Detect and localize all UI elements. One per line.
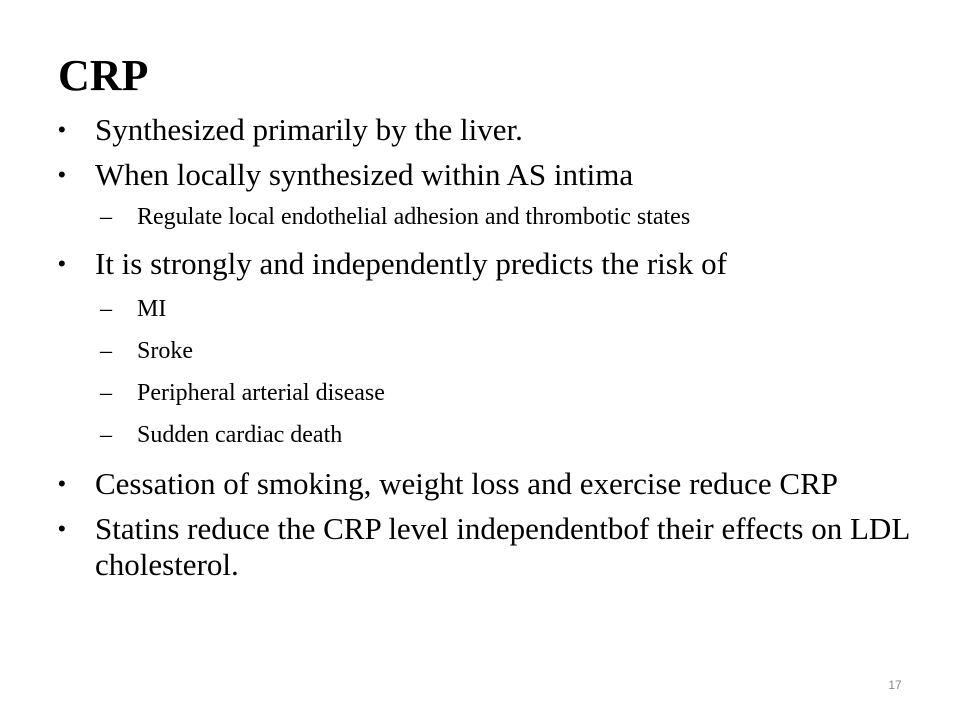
bullet-icon: • bbox=[58, 162, 66, 187]
bullet-text: It is strongly and independently predicts the risk of bbox=[95, 246, 727, 281]
sub-bullet-text: Sudden cardiac death bbox=[137, 422, 343, 448]
sub-bullet-item bbox=[58, 294, 918, 324]
bullet-item bbox=[58, 466, 918, 502]
sub-bullet-item bbox=[58, 202, 918, 232]
sub-bullet-item bbox=[58, 420, 918, 450]
slide-title: CRP bbox=[58, 51, 149, 100]
bullet-icon: • bbox=[58, 516, 66, 541]
dash-icon: – bbox=[100, 338, 112, 364]
dash-icon: – bbox=[100, 296, 112, 322]
sub-bullet-item bbox=[58, 378, 918, 408]
bullet-icon: • bbox=[58, 117, 66, 142]
bullet-text: When locally synthesized within AS intima bbox=[95, 157, 634, 192]
sub-bullet-text: MI bbox=[137, 296, 167, 322]
dash-icon: – bbox=[100, 204, 112, 230]
bullet-text: Synthesized primarily by the liver. bbox=[95, 112, 523, 147]
dash-icon: – bbox=[100, 380, 112, 406]
sub-bullet-text: Regulate local endothelial adhesion and thrombotic states bbox=[137, 204, 691, 230]
bullet-text: Cessation of smoking, weight loss and exercise reduce CRP bbox=[95, 466, 839, 501]
page-number: 17 bbox=[888, 678, 902, 692]
dash-icon: – bbox=[100, 422, 112, 448]
slide-body bbox=[58, 112, 918, 583]
bullet-text: Statins reduce the CRP level independentbof their effects on LDL cholesterol. bbox=[95, 511, 910, 582]
bullet-icon: • bbox=[58, 471, 66, 496]
bullet-item bbox=[58, 157, 918, 193]
bullet-icon: • bbox=[58, 251, 66, 276]
bullet-item bbox=[58, 246, 918, 282]
sub-bullet-text: Sroke bbox=[137, 338, 193, 364]
sub-bullet-text: Peripheral arterial disease bbox=[137, 380, 385, 406]
bullet-item bbox=[58, 112, 918, 148]
sub-bullet-item bbox=[58, 336, 918, 366]
bullet-item bbox=[58, 511, 918, 583]
